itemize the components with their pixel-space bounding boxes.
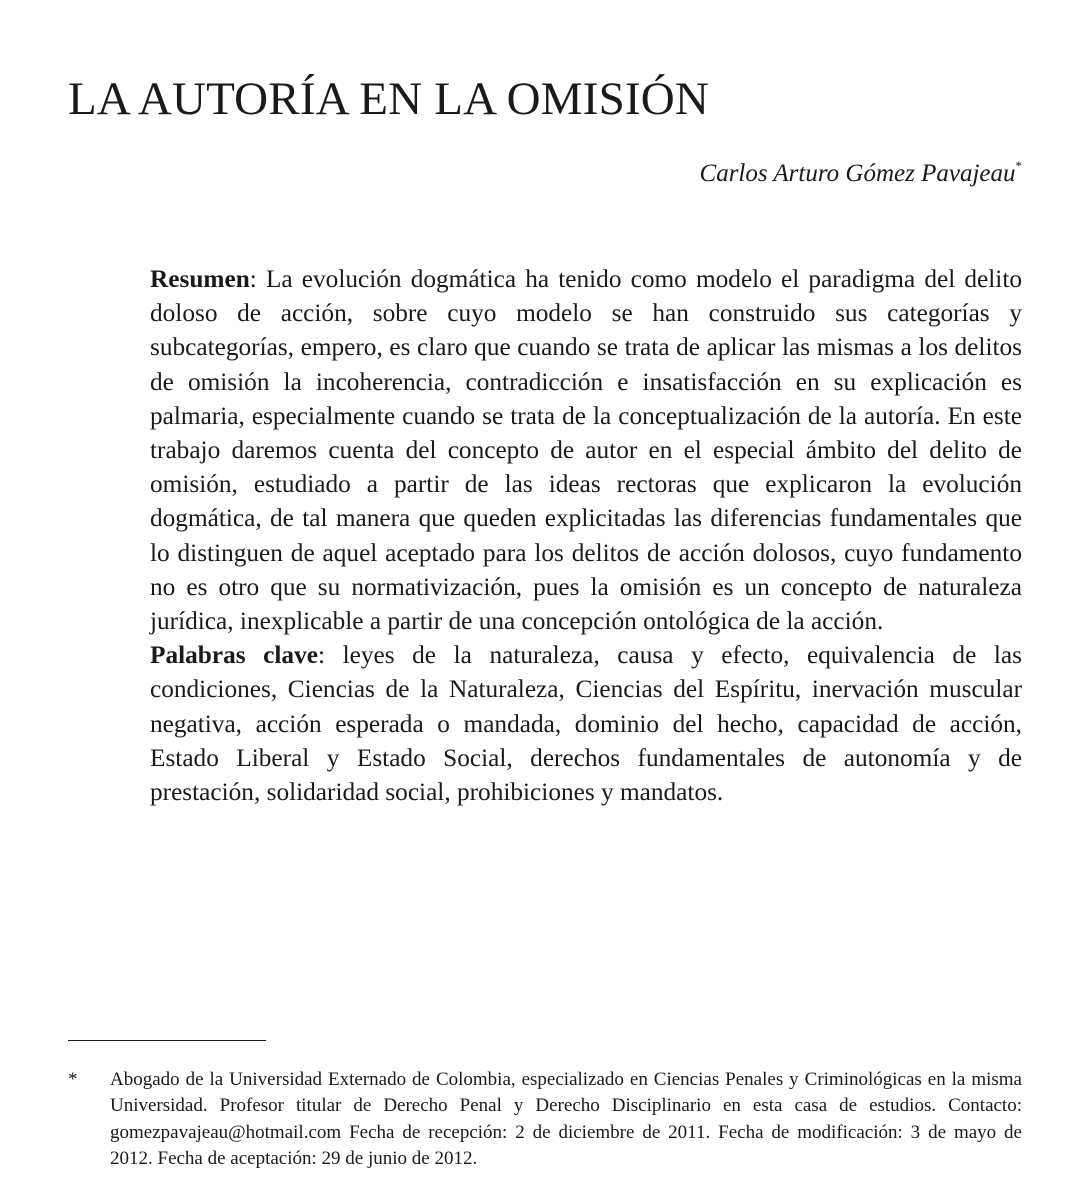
keywords-label: Palabras clave bbox=[150, 641, 318, 670]
keywords-text: : leyes de la naturaleza, causa y efecto, equivalencia de las condiciones, Ciencias de la Naturaleza, Ciencias del Espíritu, inervación muscular negativa, acción esperada o mandada, dominio del hecho, capacidad de acción, Estado Liberal y Estado Social, derechos fundamentales de autonomía y de prestación, solidaridad social, prohibiciones y mandatos. bbox=[150, 641, 1022, 807]
footnote-marker: * bbox=[68, 1069, 78, 1090]
author-line bbox=[700, 160, 1022, 188]
abstract-paragraph bbox=[150, 262, 1022, 638]
abstract-block bbox=[150, 262, 1022, 809]
footnote-divider bbox=[68, 1040, 266, 1041]
footnote-text: Abogado de la Universidad Externado de Colombia, especializado en Ciencias Penales y Criminológicas en la misma Universidad. Profesor titular de Derecho Penal y Derecho Disciplinario en esta casa de estudios. Contacto: gomezpavajeau@hotmail.com Fecha de recepción: 2 de diciembre de 2011. Fecha de modificación: 3 de mayo de 2012. Fecha de aceptación: 29 de junio de 2012. bbox=[110, 1069, 1022, 1169]
author-name: Carlos Arturo Gómez Pavajeau bbox=[699, 160, 1016, 187]
abstract-label: Resumen bbox=[150, 265, 250, 293]
keywords-paragraph bbox=[150, 638, 1022, 809]
abstract-text: : La evolución dogmática ha tenido como modelo el paradigma del delito doloso de acción, sobre cuyo modelo se han construido sus categorías y subcategorías, empero, es claro que cuando se trata de aplicar las mismas a los delitos de omisión la incoherencia, contradicción e insatisfacción en su explicación es palmaria, especialmente cuando se trata de la conceptualización de la autoría. En este trabajo daremos cuenta del concepto de autor en el especial ámbito del delito de omisión, estudiado a partir de las ideas rectoras que explicaron la evolución dogmática, de tal manera que queden explicitadas las diferencias fundamentales que lo distinguen de aquel aceptado para los delitos de acción dolosos, cuyo fundamento no es otro que su normativización, pues la omisión es un concepto de naturaleza jurídica, inexplicable a partir de una concepción ontológica de la acción. bbox=[150, 265, 1022, 636]
article-title: LA AUTORÍA EN LA OMISIÓN bbox=[68, 73, 710, 125]
author-footnote-marker[interactable]: * bbox=[1015, 158, 1022, 173]
footnote bbox=[68, 1067, 1022, 1172]
